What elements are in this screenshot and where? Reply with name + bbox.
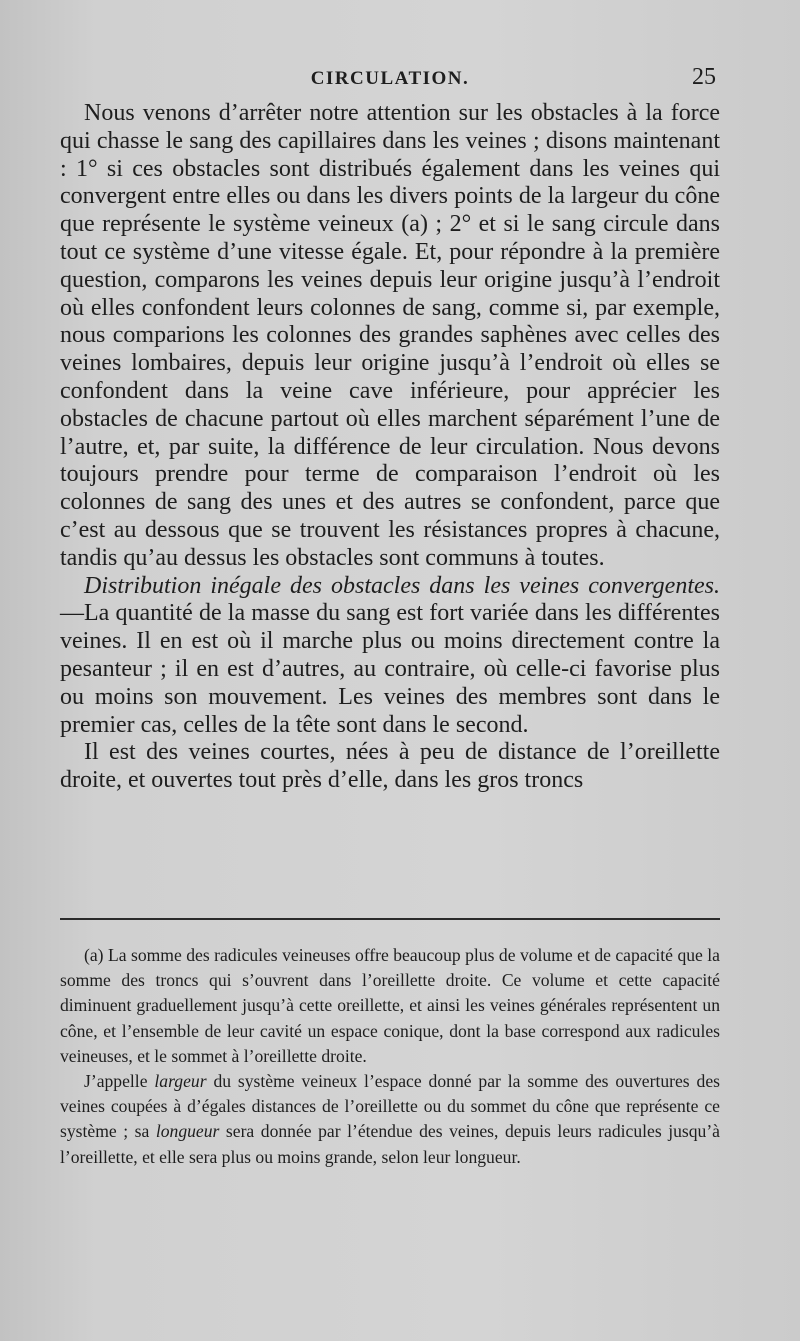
footnote-definition-mid: du système veineux l’espace donné par la somme des ouvertures des veines coupées à d’égales distances de l’oreillette ou du sommet du cône que représente ce système ; sa bbox=[60, 1071, 720, 1142]
term-largeur: largeur bbox=[154, 1071, 207, 1092]
page-number: 25 bbox=[692, 64, 716, 90]
footnote-definition bbox=[60, 1069, 720, 1170]
section-heading: Distribution inégale des obstacles dans les veines convergentes. bbox=[84, 572, 720, 599]
term-longueur: longueur bbox=[155, 1121, 220, 1142]
paragraph-distribution bbox=[60, 573, 720, 740]
body-text bbox=[60, 100, 720, 795]
footnote-separator bbox=[60, 918, 720, 920]
footnote-a: (a) La somme des radicules veineuses offre beaucoup plus de volume et de capacité que la somme des troncs qui s’ouvrent dans l’oreillette droite. Ce volume et cette capacité diminuent graduellement jusqu’à cette oreillette, et ainsi les veines générales représentent un cône, et l’ensemble de leur cavité un espace conique, dont la base correspond aux radicules veineuses, et le sommet à l’oreillette droite. bbox=[60, 945, 720, 1066]
footnote-definition-start: J’appelle bbox=[84, 1071, 148, 1092]
footnotes bbox=[60, 943, 720, 1170]
footnote-definition-end: sera donnée par l’étendue des veines, depuis leurs radicules jusqu’à l’oreillette, et elle sera plus ou moins grande, selon leur longueur. bbox=[60, 1121, 720, 1167]
running-title: CIRCULATION. bbox=[310, 68, 470, 89]
paragraph-obstacles: Nous venons d’arrêter notre attention sur les obstacles à la force qui chasse le sang des capillaires dans les veines ; disons maintenant : 1° si ces obstacles sont distribués également dans les veines qui convergent entre elles ou dans les divers points de la largeur du cône que représente le système veineux (a) ; 2° et si le sang circule dans tout ce système d’une vitesse égale. Et, pour répondre à la première question, comparons les veines depuis leur origine jusqu’à l’endroit où elles confondent leurs colonnes de sang, comme si, par exemple, nous comparions les colonnes des grandes saphènes avec celles des veines lombaires, depuis leur origine jusqu’à l’endroit où elles se confondent dans la veine cave inférieure, pour apprécier les obstacles de chacune partout où elles marchent séparément l’une de l’autre, et, par suite, la différence de leur circulation. Nous devons toujours prendre pour terme de comparaison l’endroit où les colonnes de sang des unes et des autres se confondent, parce que c’est au dessous que se trouvent les résistances propres à chacune, tandis qu’au dessus les obstacles sont communs à toutes. bbox=[60, 100, 720, 571]
running-head bbox=[60, 64, 720, 98]
paragraph-short-veins: Il est des veines courtes, nées à peu de distance de l’oreillette droite, et ouvertes tout près d’elle, dans les gros troncs bbox=[60, 739, 720, 794]
paragraph-distribution-text: —La quantité de la masse du sang est fort variée dans les différentes veines. Il en est où il marche plus ou moins directement contre la pesanteur ; il en est d’autres, au contraire, où celle-ci favorise plus ou moins son mouvement. Les veines des membres sont dans le premier cas, celles de la tête sont dans le second. bbox=[60, 600, 720, 738]
